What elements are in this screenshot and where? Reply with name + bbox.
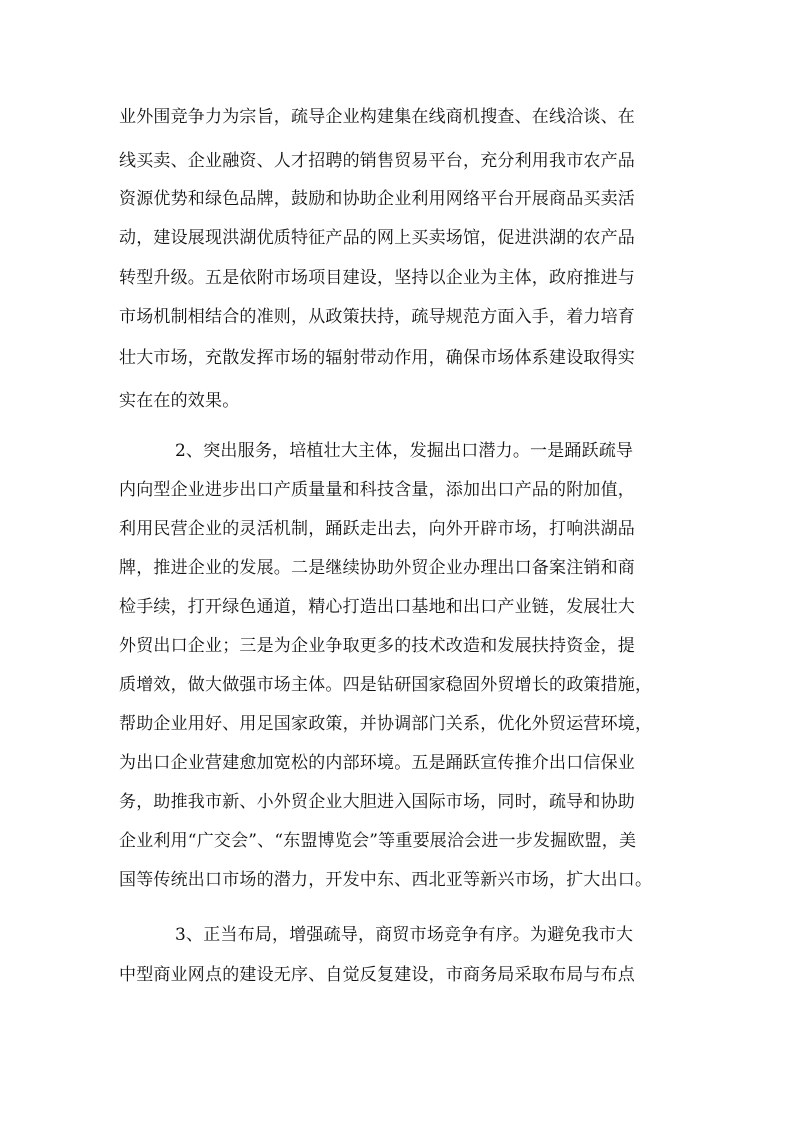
- text-line: 实在在的效果。: [119, 391, 240, 411]
- text-line: 质增效，做大做强市场主体。四是钻研国家稳固外贸增长的政策措施，: [119, 675, 653, 695]
- paragraph-3-start: 3、正当布局，增强疏导，商贸市场竞争有序。为避免我市大: [175, 925, 634, 945]
- text-line: 线买卖、企业融资、人才招聘的销售贸易平台，充分利用我市农产品: [119, 151, 635, 171]
- text-line: 市场机制相结合的准则，从政策扶持，疏导规范方面入手，着力培育: [119, 307, 635, 327]
- text-line: 企业利用“广交会”、“东盟博览会”等重要展洽会进一步发掘欧盟，美: [119, 831, 637, 851]
- text-line: 中型商业网点的建设无序、自觉反复建设，市商务局采取布局与布点: [119, 965, 635, 985]
- text-line: 资源优势和绿色品牌，鼓励和协助企业利用网络平台开展商品买卖活: [119, 189, 635, 209]
- text-line: 转型升级。五是依附市场项目建设，坚持以企业为主体，政府推进与: [119, 268, 635, 288]
- text-line: 内向型企业进步出口产质量量和科技含量，添加出口产品的附加值，: [119, 480, 635, 500]
- text-line: 务，助推我市新、小外贸企业大胆进入国际市场，同时，疏导和协助: [119, 792, 635, 812]
- text-line: 牌，推进企业的发展。二是继续协助外贸企业办理出口备案注销和商: [119, 558, 635, 578]
- text-line: 业外围竞争力为宗旨，疏导企业构建集在线商机搜查、在线洽谈、在: [119, 107, 635, 127]
- text-line: 帮助企业用好、用足国家政策，并协调部门关系，优化外贸运营环境，: [119, 714, 653, 734]
- text-line: 国等传统出口市场的潜力，开发中东、西北亚等新兴市场，扩大出口。: [119, 870, 653, 890]
- text-line: 动，建设展现洪湖优质特征产品的网上买卖场馆，促进洪湖的农产品: [119, 228, 635, 248]
- text-line: 为出口企业营建愈加宽松的内部环境。五是踊跃宣传推介出口信保业: [119, 753, 635, 773]
- text-line: 检手续，打开绿色通道，精心打造出口基地和出口产业链，发展壮大: [119, 597, 635, 617]
- text-line: 利用民营企业的灵活机制，踊跃走出去，向外开辟市场，打响洪湖品: [119, 519, 635, 539]
- text-line: 外贸出口企业；三是为企业争取更多的技术改造和发展扶持资金，提: [119, 636, 635, 656]
- text-line: 壮大市场，充散发挥市场的辐射带动作用，确保市场体系建设取得实: [119, 348, 635, 368]
- paragraph-2-start: 2、突出服务，培植壮大主体，发掘出口潜力。一是踊跃疏导: [175, 441, 634, 461]
